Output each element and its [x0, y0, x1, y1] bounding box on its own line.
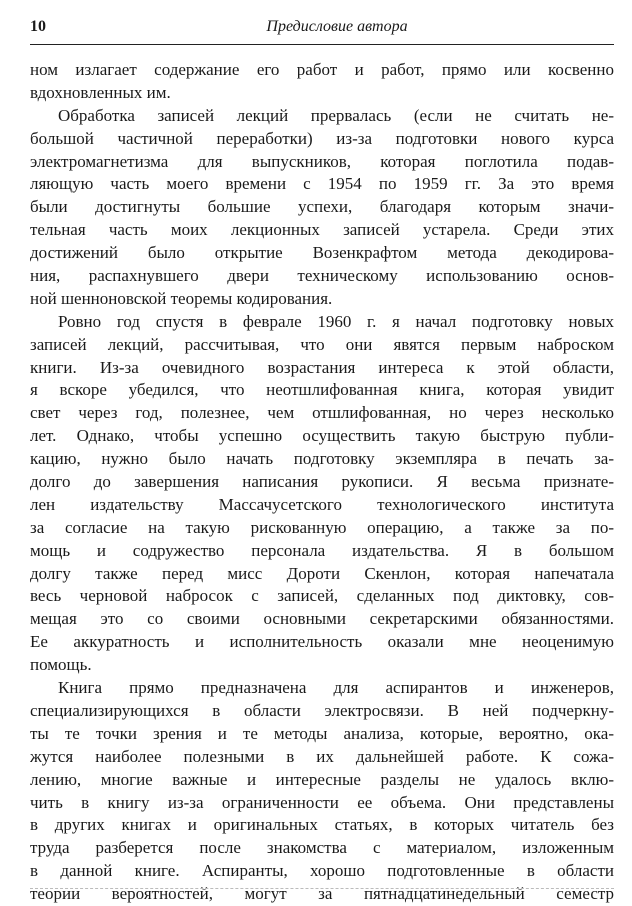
- text-line: лен издательству Массачусетского технологического института: [30, 494, 614, 514]
- text-line: записей лекций, рассчитывая, что они явятся первым наброском: [30, 334, 614, 354]
- text-line: я вскоре убедился, что неотшлифованная книга, которая увидит: [30, 380, 614, 400]
- text-line: чить в книгу из-за ограниченности ее объема. Они представлены: [30, 792, 614, 812]
- text-line: Обработка записей лекций прервалась (если не считать не-: [58, 105, 614, 125]
- text-line: лению, многие важные и интересные разделы не удалось вклю-: [30, 769, 614, 789]
- running-title: Предисловие автора: [266, 18, 408, 35]
- page-number: 10: [30, 18, 46, 35]
- text-line: долго до завершения написания рукописи. Я весьма признате-: [30, 472, 614, 492]
- text-line: в данной книге. Аспиранты, хорошо подготовленные в области: [30, 861, 614, 881]
- text-line: были достигнуты большие успехи, благодаря которым значи-: [30, 197, 614, 217]
- page-header: [30, 16, 614, 44]
- paragraph-2: [30, 105, 614, 311]
- text-line: достижений было открытие Возенкрафтом метода декодирова-: [30, 243, 614, 263]
- paragraph-3: [30, 311, 614, 677]
- text-line: тельная часть моих лекционных записей устарела. Среди этих: [30, 220, 614, 240]
- text-line: Книга прямо предназначена для аспирантов и инженеров,: [58, 678, 614, 698]
- text-line: ном излагает содержание его работ и работ, прямо или косвенно: [30, 60, 614, 79]
- body-text: [30, 59, 614, 906]
- text-line: весь черновой набросок с записей, сделанных под диктовку, сов-: [30, 586, 614, 606]
- text-line: в других книгах и оригинальных статьях, в которых читатель без: [30, 815, 614, 835]
- text-line: специализирующихся в области электросвязи. В ней подчеркну-: [30, 700, 614, 720]
- paragraph-1: [30, 59, 614, 105]
- text-line: за согласие на такую рискованную операцию, а также за по-: [30, 517, 614, 537]
- text-line: теории вероятностей, могут за пятнадцатинедельный семестр: [30, 884, 614, 904]
- text-line: книги. Из-за очевидного возрастания интереса к этой области,: [30, 357, 614, 377]
- text-line: Ровно год спустя в феврале 1960 г. я начал подготовку новых: [58, 311, 614, 331]
- text-line: вдохновленных им.: [30, 82, 171, 102]
- text-line: мещая это со своими основными секретарскими обязанностями.: [30, 609, 614, 629]
- page-bottom-edge: [30, 888, 614, 889]
- text-line: жутся наиболее полезными в их дальнейшей работе. К сожа-: [30, 746, 614, 766]
- text-line: ния, распахнувшего двери техническому использованию основ-: [30, 266, 614, 286]
- text-line: большой частичной переработки) из-за подготовки нового курса: [30, 128, 614, 148]
- text-line: ты те точки зрения и те методы анализа, которые, вероятно, ока-: [30, 723, 614, 743]
- text-line: помощь.: [30, 655, 92, 675]
- text-line: электромагнетизма для выпускников, которая поглотила подав-: [30, 151, 614, 171]
- text-line: ляющую часть моего времени с 1954 по 1959 гг. За это время: [30, 174, 614, 194]
- paragraph-4: [30, 677, 614, 906]
- text-line: Ее аккуратность и исполнительность оказали мне неоценимую: [30, 632, 614, 652]
- text-line: труда разберется после знакомства с материалом, изложенным: [30, 838, 614, 858]
- header-rule: [30, 44, 614, 45]
- text-line: кацию, нужно было начать подготовку экземпляра в печать за-: [30, 449, 614, 469]
- text-line: свет через год, полезнее, чем отшлифованная, но через несколько: [30, 403, 614, 423]
- text-line: мощь и содружество персонала издательства. Я в большом: [30, 540, 614, 560]
- text-line: ной шенноновской теоремы кодирования.: [30, 288, 333, 308]
- text-line: долгу также перед мисс Дороти Скенлон, которая напечатала: [30, 563, 614, 583]
- text-line: лет. Однако, чтобы успешно осуществить такую быструю публи-: [30, 426, 614, 446]
